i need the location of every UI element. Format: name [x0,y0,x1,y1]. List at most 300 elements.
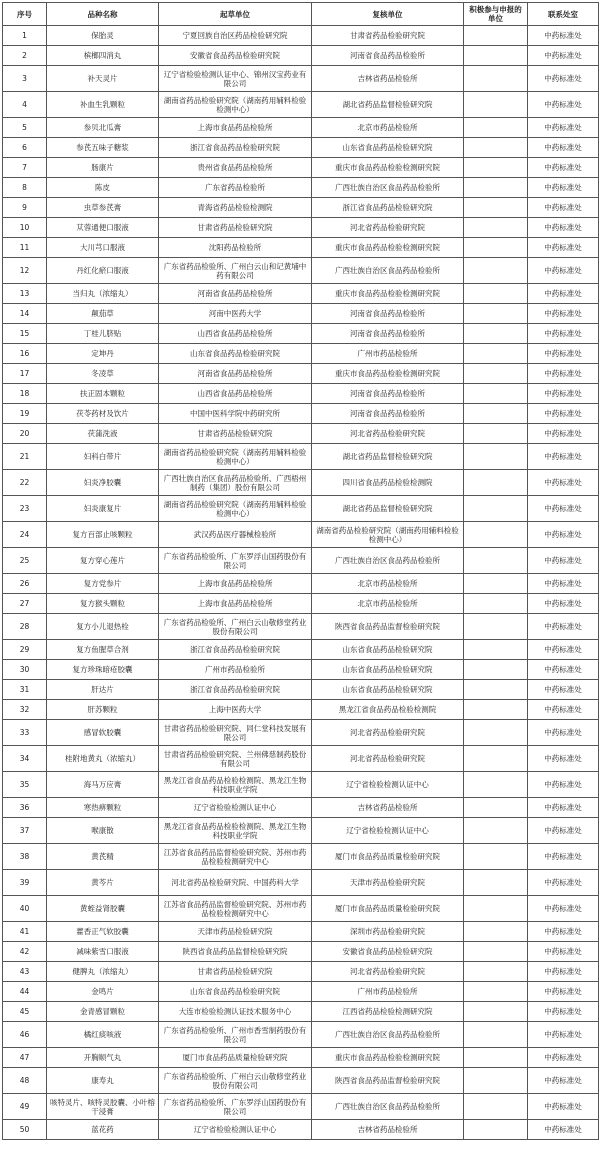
cell-no: 45 [3,1002,47,1022]
cell-participant [464,922,528,942]
cell-drafter: 山西省食品药品检验所 [159,384,312,404]
cell-reviewer: 吉林省药品检验所 [312,1120,464,1140]
cell-drafter: 湖南省药品检验研究院（湖南药用辅料检验检测中心） [159,92,312,118]
cell-no: 39 [3,870,47,896]
cell-office: 中药标准处 [528,26,599,46]
cell-office: 中药标准处 [528,962,599,982]
cell-reviewer: 广州市药品检验所 [312,982,464,1002]
cell-name: 苁蓉通便口服液 [47,218,159,238]
cell-participant [464,818,528,844]
cell-no: 34 [3,746,47,772]
cell-no: 27 [3,594,47,614]
cell-no: 48 [3,1068,47,1094]
cell-office: 中药标准处 [528,942,599,962]
cell-office: 中药标准处 [528,720,599,746]
table-row [3,1094,599,1120]
cell-no: 32 [3,700,47,720]
cell-reviewer: 广西壮族自治区食品药品检验所 [312,548,464,574]
cell-participant [464,746,528,772]
cell-drafter: 广东省药品检验所、广东罗浮山国药股份有限公司 [159,548,312,574]
cell-no: 29 [3,640,47,660]
cell-participant [464,46,528,66]
cell-drafter: 黑龙江省食品药品检验检测院、黑龙江生物科技职业学院 [159,818,312,844]
cell-name: 补血生乳颗粒 [47,92,159,118]
cell-participant [464,772,528,798]
cell-no: 44 [3,982,47,1002]
cell-office: 中药标准处 [528,198,599,218]
cell-participant [464,444,528,470]
cell-name: 复方珍珠暗疮胶囊 [47,660,159,680]
table-row [3,640,599,660]
cell-participant [464,640,528,660]
table-row [3,818,599,844]
cell-no: 26 [3,574,47,594]
cell-participant [464,614,528,640]
cell-office: 中药标准处 [528,118,599,138]
table-row [3,1048,599,1068]
cell-no: 47 [3,1048,47,1068]
cell-drafter: 广州市药品检验所 [159,660,312,680]
cell-office: 中药标准处 [528,138,599,158]
cell-reviewer: 重庆市食品药品检验检测研究院 [312,238,464,258]
cell-reviewer: 山东省食品药品检验研究院 [312,660,464,680]
table-body [3,26,599,1140]
table-row [3,284,599,304]
cell-office: 中药标准处 [528,982,599,1002]
cell-drafter: 广东省药品检验所、广州白云山敬修堂药业股份有限公司 [159,1068,312,1094]
cell-office: 中药标准处 [528,772,599,798]
table-row [3,720,599,746]
cell-reviewer: 深圳市药品检验研究院 [312,922,464,942]
cell-name: 定坤丹 [47,344,159,364]
cell-drafter: 上海市食品药品检验所 [159,118,312,138]
cell-reviewer: 湖北省药品监督检验研究院 [312,496,464,522]
cell-office: 中药标准处 [528,258,599,284]
table-row [3,896,599,922]
cell-no: 36 [3,798,47,818]
cell-name: 黄蛭益肾胶囊 [47,896,159,922]
table-row [3,404,599,424]
cell-name: 丁桂儿脐贴 [47,324,159,344]
cell-drafter: 甘肃省药品检验研究院 [159,218,312,238]
cell-name: 喉康散 [47,818,159,844]
cell-drafter: 辽宁省检验检测认证中心 [159,1120,312,1140]
cell-reviewer: 吉林省药品检验所 [312,798,464,818]
table-row [3,844,599,870]
cell-reviewer: 湖北省药品监督检验研究院 [312,444,464,470]
cell-drafter: 甘肃省药品检验研究院、同仁堂科技发展有限公司 [159,720,312,746]
cell-participant [464,870,528,896]
cell-participant [464,942,528,962]
cell-reviewer: 四川省食品药品检验检测院 [312,470,464,496]
cell-drafter: 厦门市食品药品质量检验研究院 [159,1048,312,1068]
cell-participant [464,574,528,594]
cell-drafter: 安徽省食品药品检验研究院 [159,46,312,66]
cell-participant [464,178,528,198]
cell-reviewer: 重庆市食品药品检验检测研究院 [312,364,464,384]
cell-name: 寒热痹颗粒 [47,798,159,818]
cell-no: 10 [3,218,47,238]
cell-drafter: 江苏省食品药品监督检验研究院、苏州市药品检验检测研究中心 [159,896,312,922]
table-row [3,158,599,178]
cell-participant [464,1068,528,1094]
cell-no: 1 [3,26,47,46]
cell-reviewer: 重庆市食品药品检验检测研究院 [312,1048,464,1068]
cell-no: 30 [3,660,47,680]
cell-reviewer: 北京市药品检验所 [312,118,464,138]
cell-reviewer: 甘肃省药品检验研究院 [312,26,464,46]
cell-name: 丹红化瘀口服液 [47,258,159,284]
table-row [3,594,599,614]
cell-no: 31 [3,680,47,700]
cell-no: 41 [3,922,47,942]
cell-reviewer: 天津市药品检验研究院 [312,870,464,896]
table-row [3,746,599,772]
cell-office: 中药标准处 [528,238,599,258]
cell-drafter: 江苏省食品药品监督检验研究院、苏州市药品检验检测研究中心 [159,844,312,870]
table-row [3,26,599,46]
table-row [3,942,599,962]
cell-reviewer: 厦门市食品药品质量检验研究院 [312,844,464,870]
cell-name: 复方党参片 [47,574,159,594]
cell-office: 中药标准处 [528,66,599,92]
cell-office: 中药标准处 [528,844,599,870]
cell-no: 38 [3,844,47,870]
cell-name: 扶正固本颗粒 [47,384,159,404]
cell-office: 中药标准处 [528,304,599,324]
table-row [3,138,599,158]
table-row [3,424,599,444]
table-row [3,238,599,258]
table-row [3,870,599,896]
cell-participant [464,424,528,444]
cell-drafter: 上海市食品药品检验所 [159,594,312,614]
cell-participant [464,404,528,424]
table-row [3,444,599,470]
cell-reviewer: 河北省药品检验研究院 [312,424,464,444]
table-row [3,46,599,66]
table-row [3,344,599,364]
cell-no: 40 [3,896,47,922]
table-row [3,922,599,942]
cell-drafter: 甘肃省药品检验研究院 [159,424,312,444]
header-no: 序号 [3,3,47,26]
table-row [3,548,599,574]
cell-drafter: 山东省食品药品检验研究院 [159,344,312,364]
cell-no: 46 [3,1022,47,1048]
cell-office: 中药标准处 [528,284,599,304]
cell-office: 中药标准处 [528,444,599,470]
cell-reviewer: 河南省食品药品检验所 [312,404,464,424]
cell-name: 蓝花药 [47,1120,159,1140]
cell-participant [464,1094,528,1120]
cell-reviewer: 北京市药品检验所 [312,594,464,614]
cell-office: 中药标准处 [528,424,599,444]
table-row [3,304,599,324]
cell-no: 21 [3,444,47,470]
cell-participant [464,238,528,258]
cell-participant [464,324,528,344]
cell-name: 桂附地黄丸（浓缩丸） [47,746,159,772]
cell-participant [464,218,528,238]
cell-participant [464,496,528,522]
cell-drafter: 浙江省食品药品检验研究院 [159,640,312,660]
cell-participant [464,284,528,304]
cell-name: 黄芪精 [47,844,159,870]
cell-drafter: 陕西省食品药品监督检验研究院 [159,942,312,962]
table-row [3,384,599,404]
cell-participant [464,1002,528,1022]
header-participant: 积极参与申报的单位 [464,3,528,26]
cell-drafter: 山东省食品药品检验研究院 [159,982,312,1002]
cell-name: 金鸣片 [47,982,159,1002]
cell-reviewer: 广州市药品检验所 [312,344,464,364]
cell-reviewer: 重庆市食品药品检验检测研究院 [312,158,464,178]
table-row [3,198,599,218]
cell-participant [464,1022,528,1048]
cell-name: 复方百部止咳颗粒 [47,522,159,548]
cell-no: 7 [3,158,47,178]
cell-no: 15 [3,324,47,344]
cell-participant [464,1048,528,1068]
cell-no: 49 [3,1094,47,1120]
cell-drafter: 甘肃省药品检验研究院、兰州佛慈制药股份有限公司 [159,746,312,772]
cell-office: 中药标准处 [528,344,599,364]
cell-drafter: 武汉药品医疗器械检验所 [159,522,312,548]
table-row [3,1068,599,1094]
cell-participant [464,198,528,218]
cell-name: 感冒软胶囊 [47,720,159,746]
table-row [3,982,599,1002]
cell-drafter: 广东省药品检验所、广州白云山敬修堂药业股份有限公司 [159,614,312,640]
cell-office: 中药标准处 [528,818,599,844]
table-row [3,496,599,522]
cell-office: 中药标准处 [528,364,599,384]
cell-drafter: 河南省食品药品检验所 [159,284,312,304]
cell-office: 中药标准处 [528,660,599,680]
cell-participant [464,344,528,364]
table-row [3,680,599,700]
header-name: 品种名称 [47,3,159,26]
table-row [3,772,599,798]
cell-office: 中药标准处 [528,1048,599,1068]
cell-participant [464,982,528,1002]
cell-name: 肝苏颗粒 [47,700,159,720]
cell-participant [464,158,528,178]
cell-drafter: 河南中医药大学 [159,304,312,324]
cell-no: 19 [3,404,47,424]
cell-name: 颠茄草 [47,304,159,324]
cell-participant [464,798,528,818]
table-row [3,1022,599,1048]
cell-no: 43 [3,962,47,982]
cell-no: 3 [3,66,47,92]
cell-participant [464,896,528,922]
cell-office: 中药标准处 [528,548,599,574]
cell-name: 藿香正气软胶囊 [47,922,159,942]
cell-participant [464,470,528,496]
cell-office: 中药标准处 [528,470,599,496]
cell-participant [464,962,528,982]
cell-reviewer: 黑龙江省食品药品检验检测院 [312,700,464,720]
cell-reviewer: 厦门市食品药品质量检验研究院 [312,896,464,922]
cell-office: 中药标准处 [528,178,599,198]
table-row [3,324,599,344]
cell-name: 妇科白带片 [47,444,159,470]
cell-reviewer: 山东省食品药品检验研究院 [312,138,464,158]
cell-drafter: 上海市食品药品检验所 [159,574,312,594]
cell-no: 16 [3,344,47,364]
cell-reviewer: 河北省药品检验研究院 [312,962,464,982]
header-row [3,3,599,26]
cell-name: 参芪五味子糖浆 [47,138,159,158]
table-row [3,92,599,118]
cell-participant [464,548,528,574]
cell-participant [464,1120,528,1140]
cell-no: 37 [3,818,47,844]
cell-office: 中药标准处 [528,1002,599,1022]
cell-name: 肠康片 [47,158,159,178]
cell-reviewer: 陕西省食品药品监督检验研究院 [312,1068,464,1094]
cell-reviewer: 河南省食品药品检验所 [312,384,464,404]
cell-no: 11 [3,238,47,258]
cell-office: 中药标准处 [528,324,599,344]
cell-office: 中药标准处 [528,896,599,922]
cell-reviewer: 辽宁省检验检测认证中心 [312,818,464,844]
cell-office: 中药标准处 [528,798,599,818]
cell-drafter: 辽宁省检验检测认证中心 [159,798,312,818]
cell-name: 康寿丸 [47,1068,159,1094]
cell-office: 中药标准处 [528,680,599,700]
cell-reviewer: 辽宁省检验检测认证中心 [312,772,464,798]
cell-name: 当归丸（浓缩丸） [47,284,159,304]
cell-office: 中药标准处 [528,496,599,522]
cell-drafter: 贵州省食品药品检验所 [159,158,312,178]
cell-participant [464,138,528,158]
cell-drafter: 青海省药品检验检测院 [159,198,312,218]
cell-office: 中药标准处 [528,92,599,118]
cell-name: 健脾丸（浓缩丸） [47,962,159,982]
cell-office: 中药标准处 [528,640,599,660]
cell-office: 中药标准处 [528,746,599,772]
cell-drafter: 河北省药品检验研究院、中国药科大学 [159,870,312,896]
cell-name: 橘红痰咳液 [47,1022,159,1048]
cell-reviewer: 重庆市食品药品检验检测研究院 [312,284,464,304]
cell-reviewer: 广西壮族自治区食品药品检验所 [312,258,464,284]
cell-name: 复方小儿退热栓 [47,614,159,640]
standards-table [2,2,599,1140]
cell-participant [464,720,528,746]
cell-participant [464,844,528,870]
cell-office: 中药标准处 [528,614,599,640]
cell-no: 24 [3,522,47,548]
cell-drafter: 上海中医药大学 [159,700,312,720]
cell-reviewer: 湖南省药品检验研究院（湖南药用辅料检验检测中心） [312,522,464,548]
cell-name: 复方鱼腥草合剂 [47,640,159,660]
cell-drafter: 沈阳药品检验所 [159,238,312,258]
cell-drafter: 广东省药品检验所、广东罗浮山国药股份有限公司 [159,1094,312,1120]
cell-participant [464,26,528,46]
table-row [3,798,599,818]
cell-name: 茯蒲洗液 [47,424,159,444]
cell-participant [464,92,528,118]
header-office: 联系处室 [528,3,599,26]
cell-name: 海马万应膏 [47,772,159,798]
cell-no: 9 [3,198,47,218]
cell-no: 18 [3,384,47,404]
cell-reviewer: 陕西省食品药品监督检验研究院 [312,614,464,640]
cell-reviewer: 江西省药品检验检测研究院 [312,1002,464,1022]
cell-name: 槟榔四消丸 [47,46,159,66]
header-reviewer: 复核单位 [312,3,464,26]
cell-drafter: 天津市药品检验研究院 [159,922,312,942]
cell-name: 参贝北瓜膏 [47,118,159,138]
cell-reviewer: 湖北省药品监督检验研究院 [312,92,464,118]
cell-office: 中药标准处 [528,700,599,720]
table-row [3,1120,599,1140]
table-row [3,218,599,238]
cell-drafter: 浙江省食品药品检验研究院 [159,138,312,158]
cell-reviewer: 河北省药品检验研究院 [312,746,464,772]
cell-drafter: 广西壮族自治区食品药品检验所、广西梧州制药（集团）股份有限公司 [159,470,312,496]
cell-no: 12 [3,258,47,284]
cell-no: 17 [3,364,47,384]
cell-participant [464,700,528,720]
cell-name: 补天灵片 [47,66,159,92]
cell-name: 咳特灵片、咳特灵胶囊、小叶榕干浸膏 [47,1094,159,1120]
table-row [3,258,599,284]
cell-drafter: 山西省食品药品检验所 [159,324,312,344]
cell-name: 虫草参芪膏 [47,198,159,218]
cell-participant [464,118,528,138]
table-row [3,178,599,198]
cell-drafter: 广东省药品检验所 [159,178,312,198]
cell-drafter: 中国中医科学院中药研究所 [159,404,312,424]
cell-name: 大川芎口服液 [47,238,159,258]
cell-drafter: 湖南省药品检验研究院（湖南药用辅料检验检测中心） [159,444,312,470]
cell-reviewer: 河南省食品药品检验所 [312,324,464,344]
cell-no: 33 [3,720,47,746]
cell-reviewer: 吉林省药品检验所 [312,66,464,92]
cell-no: 35 [3,772,47,798]
cell-participant [464,522,528,548]
cell-drafter: 甘肃省药品检验研究院 [159,962,312,982]
cell-reviewer: 山东省食品药品检验研究院 [312,680,464,700]
table-row [3,522,599,548]
cell-reviewer: 北京市药品检验所 [312,574,464,594]
cell-drafter: 广东省药品检验所、广州市香雪制药股份有限公司 [159,1022,312,1048]
cell-office: 中药标准处 [528,218,599,238]
header-drafter: 起草单位 [159,3,312,26]
cell-name: 肝达片 [47,680,159,700]
cell-no: 23 [3,496,47,522]
cell-drafter: 大连市检验检测认证技术服务中心 [159,1002,312,1022]
cell-no: 2 [3,46,47,66]
cell-name: 茯苓药材及饮片 [47,404,159,424]
cell-reviewer: 河南省食品药品检验所 [312,46,464,66]
cell-office: 中药标准处 [528,594,599,614]
cell-drafter: 辽宁省检验检测认证中心、锦州汉宝药业有限公司 [159,66,312,92]
cell-reviewer: 广西壮族自治区食品药品检验所 [312,1094,464,1120]
cell-office: 中药标准处 [528,1094,599,1120]
cell-reviewer: 山东省食品药品检验研究院 [312,640,464,660]
table-row [3,364,599,384]
table-row [3,660,599,680]
cell-participant [464,680,528,700]
cell-drafter: 浙江省食品药品检验研究院 [159,680,312,700]
table-row [3,470,599,496]
cell-drafter: 宁夏回族自治区药品检验研究院 [159,26,312,46]
